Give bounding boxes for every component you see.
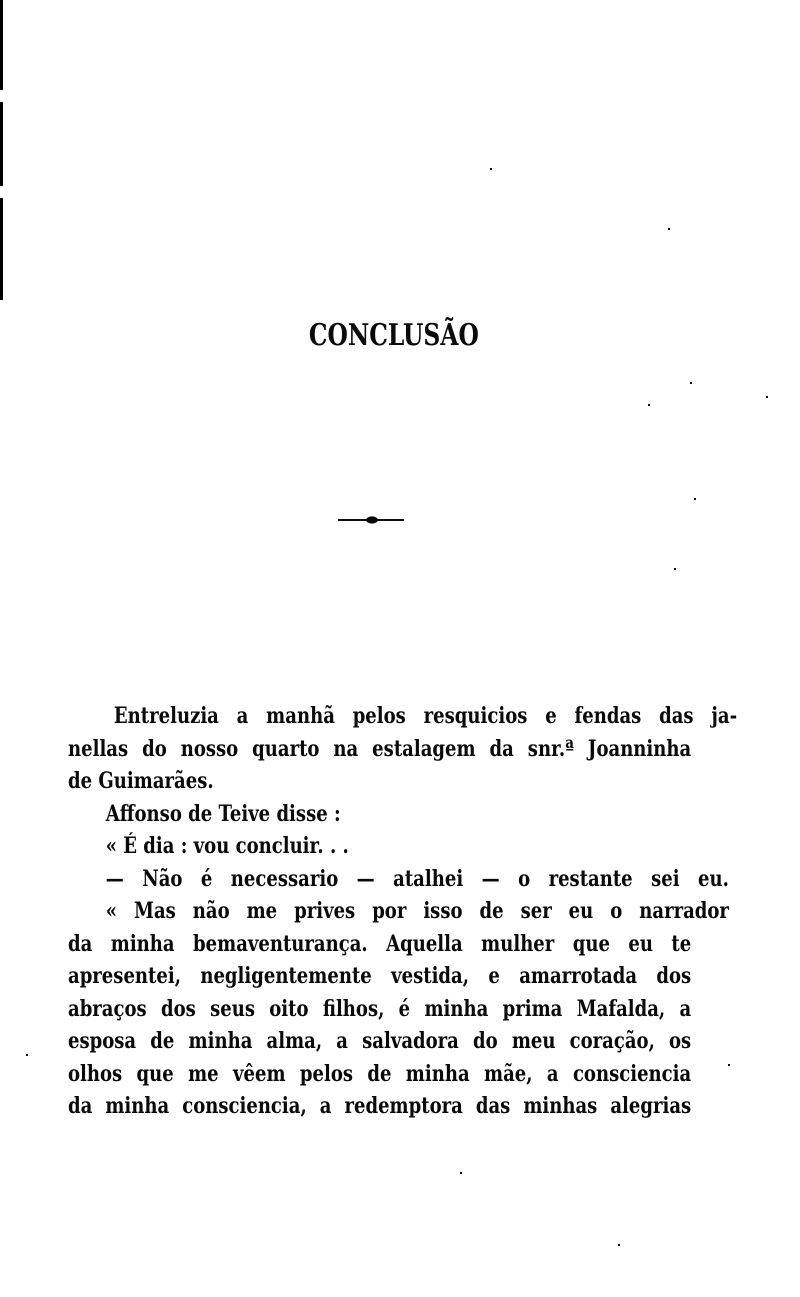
text-line: abraços dos seus oito filhos, é minha prima Mafalda, a bbox=[68, 995, 692, 1022]
chapter-title: CONCLUSÃO bbox=[308, 318, 479, 353]
text-line: « É dia : vou concluir. . . bbox=[105, 833, 349, 859]
ornament-divider-icon bbox=[336, 512, 406, 528]
scan-speck bbox=[26, 1054, 28, 1056]
text-line: Affonso de Teive disse : bbox=[105, 800, 341, 827]
text-line: « Mas não me prives por isso de ser eu o narrador bbox=[105, 898, 729, 924]
text-line: — Não é necessario — atalhei — o restante sei eu. bbox=[105, 865, 729, 892]
text-line: esposa de minha alma, a salvadora do meu coração, os bbox=[68, 1028, 692, 1054]
scan-speck bbox=[618, 1244, 620, 1246]
text-line: nellas do nosso quarto na estalagem da snr.ª Joanninha bbox=[68, 735, 692, 762]
scan-speck bbox=[648, 404, 650, 406]
scan-speck bbox=[728, 1064, 730, 1066]
scan-speck bbox=[460, 1172, 462, 1174]
page-edge-scan-mark bbox=[0, 0, 3, 300]
text-line: olhos que me vêem pelos de minha mãe, a consciencia bbox=[68, 1060, 692, 1087]
scan-speck bbox=[674, 568, 676, 570]
chapter-text bbox=[68, 700, 738, 1123]
scan-speck bbox=[694, 498, 696, 500]
scan-speck bbox=[766, 396, 768, 398]
scan-speck bbox=[490, 168, 492, 170]
text-line: da minha bemaventurança. Aquella mulher que eu te bbox=[68, 930, 692, 957]
text-line: Entreluzia a manhã pelos resquicios e fendas das ja- bbox=[113, 703, 738, 729]
text-line: apresentei, negligentemente vestida, e amarrotada dos bbox=[68, 963, 692, 989]
scan-speck bbox=[668, 228, 670, 230]
text-line: da minha consciencia, a redemptora das minhas alegrias bbox=[68, 1093, 692, 1119]
text-line: de Guimarães. bbox=[68, 768, 214, 794]
scan-speck bbox=[690, 382, 692, 384]
